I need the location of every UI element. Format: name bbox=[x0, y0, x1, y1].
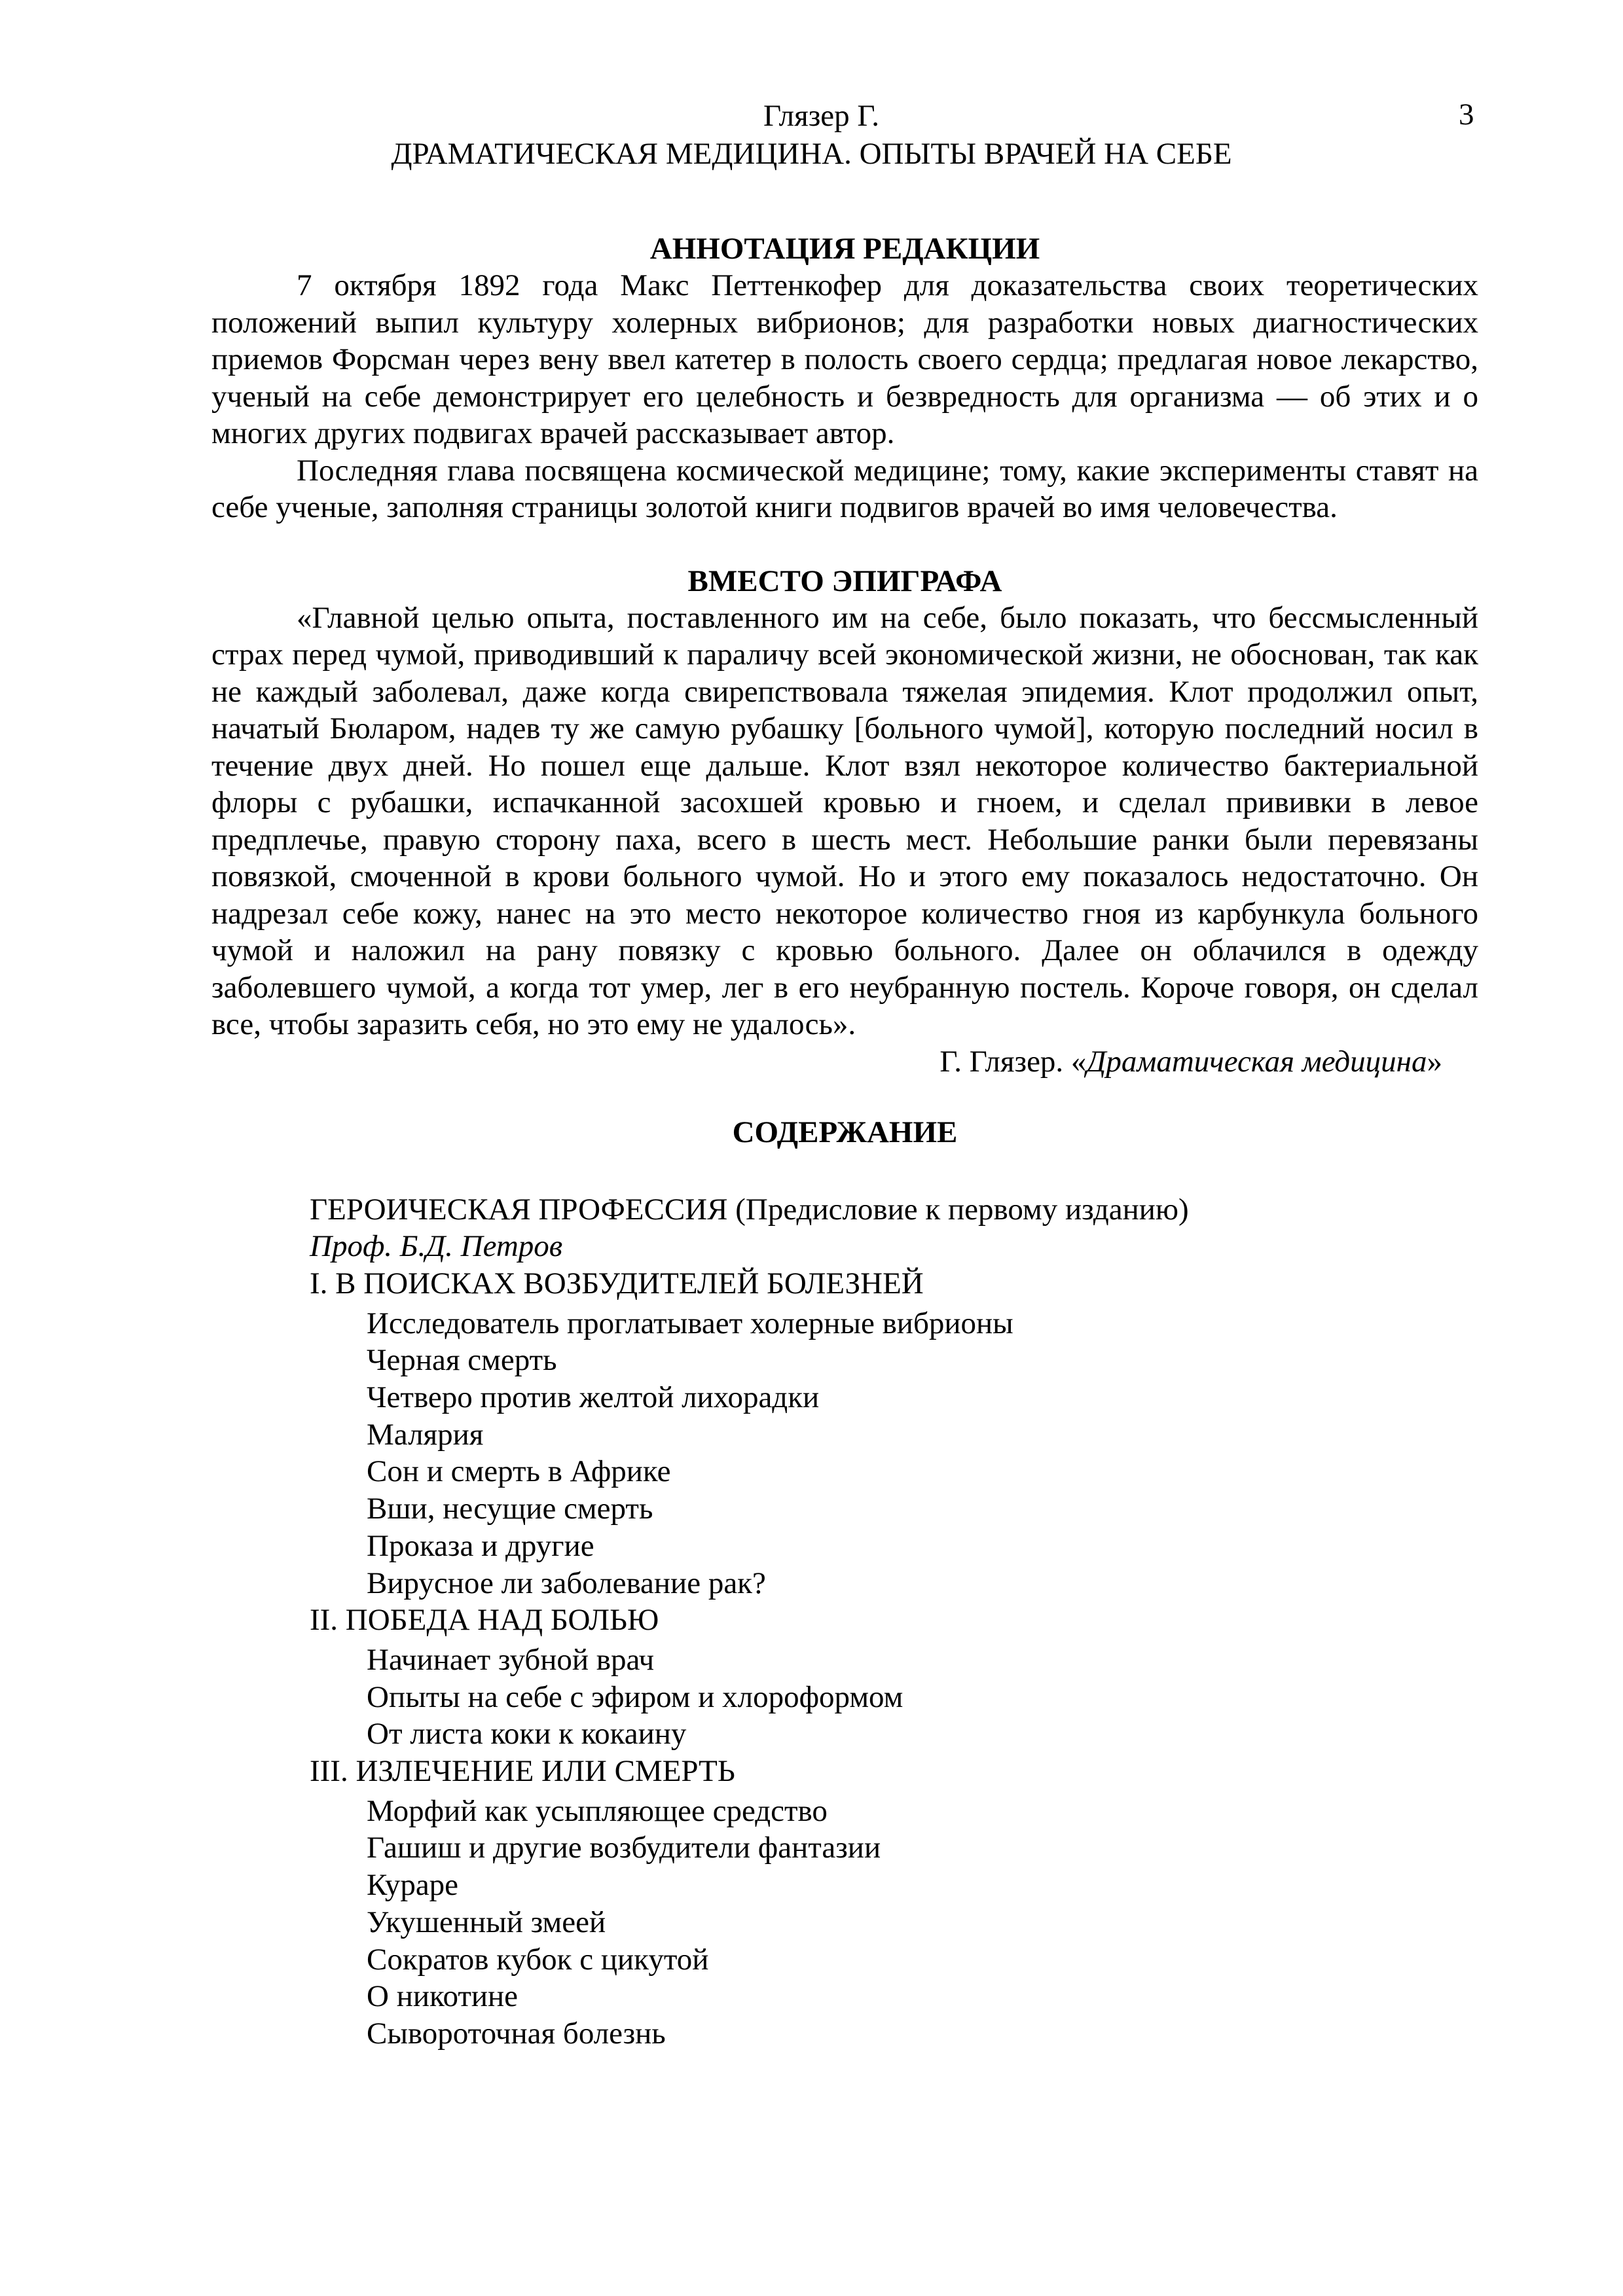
toc-chapter: Четверо против желтой лихорадки bbox=[367, 1380, 820, 1415]
toc-heading: СОДЕРЖАНИЕ bbox=[732, 1115, 958, 1149]
running-header bbox=[0, 97, 1623, 173]
toc-chapter: Кураре bbox=[367, 1868, 459, 1903]
toc-part-title: III. ИЗЛЕЧЕНИЕ ИЛИ СМЕРТЬ bbox=[310, 1754, 735, 1789]
header-author: Глязер Г. bbox=[763, 99, 879, 133]
toc-section bbox=[211, 1114, 1478, 2053]
epigraph-section bbox=[211, 563, 1478, 1080]
toc-chapter: Малярия bbox=[367, 1417, 484, 1452]
toc-chapter: Начинает зубной врач bbox=[367, 1642, 655, 1677]
toc-chapter: Сывороточная болезнь bbox=[367, 2016, 666, 2051]
toc-chapter: Морфий как усыпляющее средство bbox=[367, 1793, 828, 1828]
toc-chapter: Вши, несущие смерть bbox=[367, 1492, 653, 1526]
toc-list bbox=[211, 1191, 1478, 2053]
toc-chapter: Сократов кубок с цикутой bbox=[367, 1942, 709, 1977]
epigraph-quote: «Главной целью опыта, поставленного им на себе, было показать, что бессмысленный страх перед чумой, приводивший к параличу всей экономической жизни, не обоснован, так как не каждый заболевал, даже когда свирепствовала тяжелая эпидемия. Клот продолжил опыт, начатый Бюларом, надев ту же самую рубашку [больного чумой], которую последний носил в течение двух дней. Но пошел еще дальше. Клот взял некоторое количество бактериальной флоры с рубашки, испачканной засохшей кровью и гноем, и сделал прививки в левое предплечье, правую сторону паха, всего в шесть мест. Небольшие ранки были перевязаны повязкой, смоченной в крови больного чумой. Но и этого ему показалось недостаточно. Он надрезал себе кожу, нанес на это место некоторое количество гноя из карбункула больного чумой и наложил на рану повязку с кровью больного. Далее он облачился в одежду заболевшего чумой, а когда тот умер, лег в его неубранную постель. Короче говоря, он сделал все, чтобы заразить себя, но это ему не удалось». bbox=[211, 600, 1478, 1041]
annotation-heading: АННОТАЦИЯ РЕДАКЦИИ bbox=[649, 232, 1040, 266]
annotation-section bbox=[211, 230, 1478, 526]
toc-preface-author: Проф. Б.Д. Петров bbox=[310, 1229, 563, 1264]
annotation-paragraph: 7 октября 1892 года Макс Петтенкофер для доказательства своих теоретических положений выпил культуру холерных вибрионов; для разработки новых диагностических приемов Форсман через вену ввел катетер в полость своего сердца; предлагая новое лекарство, ученый на себе демонстрирует его целебность и безвредность для организма — об этих и о многих других подвигах врачей рассказывает автор. bbox=[211, 268, 1478, 450]
epigraph-source bbox=[211, 1043, 1478, 1080]
toc-chapter: Проказа и другие bbox=[367, 1528, 594, 1563]
annotation-paragraph: Последняя глава посвящена космической медицине; тому, какие эксперименты ставят на себе ученые, заполняя страницы золотой книги подвигов врачей во имя человечества. bbox=[211, 453, 1478, 524]
toc-part-title: I. В ПОИСКАХ ВОЗБУДИТЕЛЕЙ БОЛЕЗНЕЙ bbox=[310, 1266, 924, 1300]
toc-chapter: О никотине bbox=[367, 1979, 519, 2014]
page-number: 3 bbox=[1459, 98, 1474, 132]
toc-chapter: Укушенный змеей bbox=[367, 1905, 606, 1939]
toc-chapter: Исследователь проглатывает холерные вибрионы bbox=[367, 1306, 1013, 1340]
page-content bbox=[211, 230, 1478, 2053]
toc-chapter: Опыты на себе с эфиром и хлороформом bbox=[367, 1679, 903, 1714]
epigraph-source-prefix: Г. Глязер. « bbox=[939, 1044, 1087, 1079]
toc-chapter: От листа коки к кокаину bbox=[367, 1717, 687, 1751]
toc-chapter: Сон и смерть в Африке bbox=[367, 1454, 671, 1489]
toc-part-title: II. ПОБЕДА НАД БОЛЬЮ bbox=[310, 1603, 659, 1638]
header-title: ДРАМАТИЧЕСКАЯ МЕДИЦИНА. ОПЫТЫ ВРАЧЕЙ НА СЕБЕ bbox=[391, 137, 1232, 171]
toc-chapter: Черная смерть bbox=[367, 1343, 557, 1378]
epigraph-heading: ВМЕСТО ЭПИГРАФА bbox=[687, 564, 1002, 598]
toc-chapter: Вирусное ли заболевание рак? bbox=[367, 1566, 766, 1600]
toc-preface: ГЕРОИЧЕСКАЯ ПРОФЕССИЯ (Предисловие к первому изданию) bbox=[310, 1192, 1189, 1227]
epigraph-source-title: Драматическая медицина bbox=[1086, 1044, 1427, 1079]
epigraph-source-suffix: » bbox=[1427, 1044, 1442, 1079]
toc-chapter: Гашиш и другие возбудители фантазии bbox=[367, 1831, 881, 1865]
